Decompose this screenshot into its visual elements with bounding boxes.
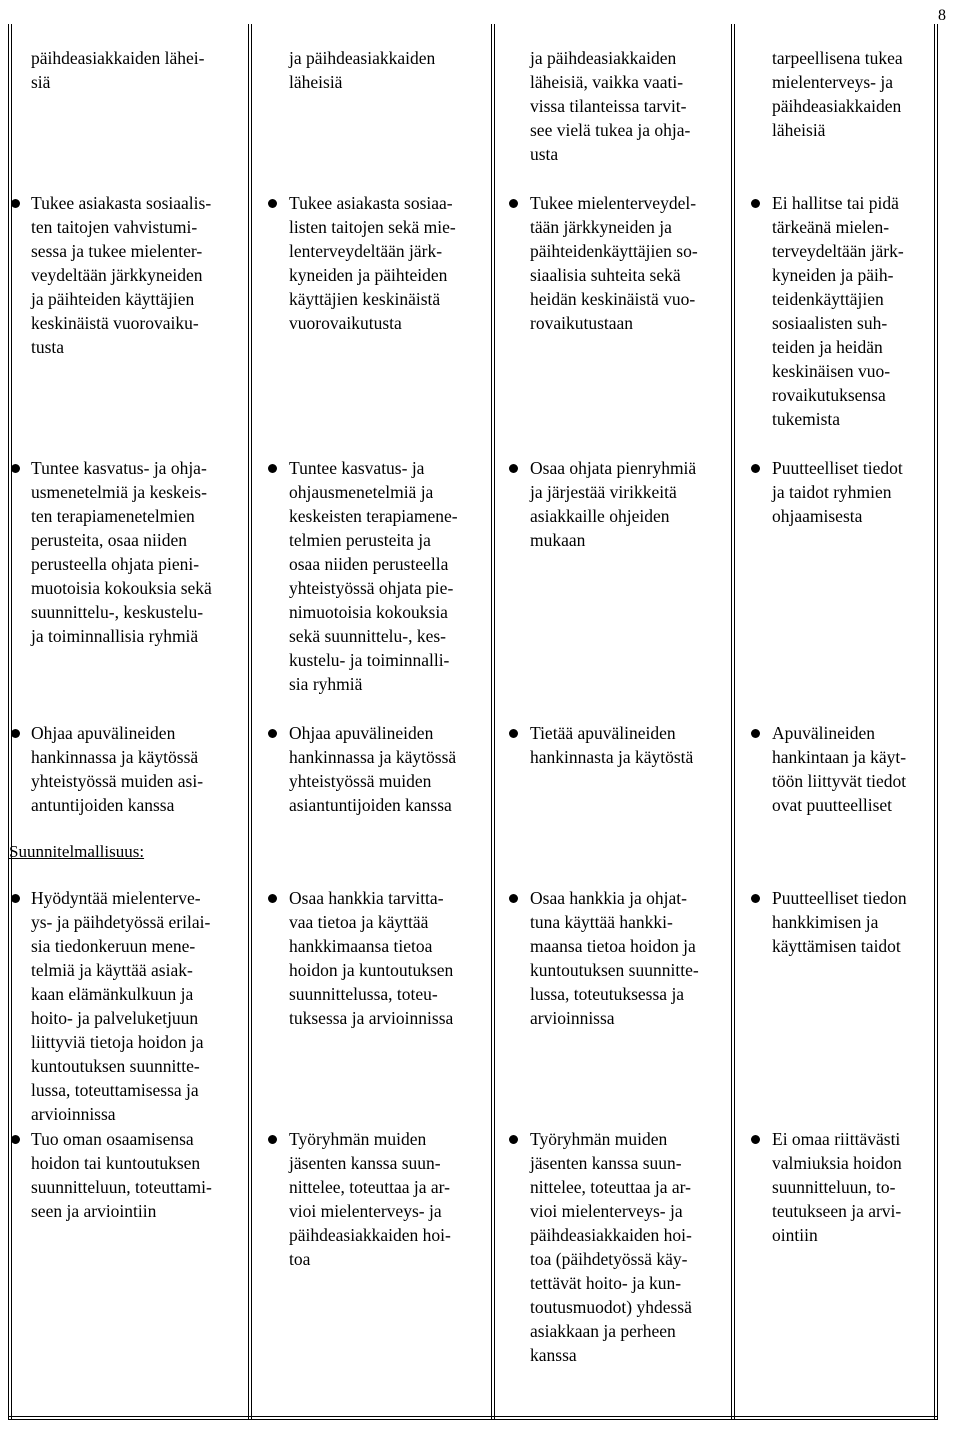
bullet-icon: [509, 729, 518, 738]
table-rule: [248, 24, 249, 1420]
table-rule: [734, 24, 735, 1420]
bullet-icon: [751, 199, 760, 208]
table-rule: [11, 24, 12, 1420]
table-cell: Tuo oman osaamisensa hoidon tai kuntoutuksen suunnitteluun, toteuttami- seen ja arviointiin: [31, 1129, 212, 1221]
table-cell: Ohjaa apuvälineiden hankinnassa ja käytössä yhteistyössä muiden asiantuntijoiden kanssa: [289, 723, 457, 815]
bullet-icon: [751, 1135, 760, 1144]
bullet-icon: [751, 464, 760, 473]
header-cell: tarpeellisena tukea mielenterveys- ja päihdeasiakkaiden läheisiä: [772, 48, 903, 140]
table-cell: Hyödyntää mielenterve- ys- ja päihdetyössä erilai- sia tiedonkeruun mene- telmiä ja käyttää asiak- kaan elämänkulkuun ja hoito- ja palveluketjuun liittyviä tietoja hoidon ja kuntoutuksen suunnitte- lussa, toteuttamisessa ja arvioinnissa: [31, 888, 211, 1124]
bullet-icon: [11, 729, 20, 738]
header-cell: ja päihdeasiakkaiden läheisiä: [289, 48, 436, 92]
bullet-icon: [751, 894, 760, 903]
table-cell: Työryhmän muiden jäsenten kanssa suun- nittelee, toteuttaa ja ar- vioi mielenterveys- ja päihdeasiakkaiden hoi- toa: [289, 1129, 451, 1269]
table-cell: Tukee mielenterveydel- tään järkkyneiden ja päihteidenkäyttäjien so- siaalisia suhteita sekä heidän keskinäistä vuo- rovaikutustaan: [530, 193, 698, 333]
table-rule: [8, 1416, 938, 1417]
bullet-icon: [509, 199, 518, 208]
header-cell: päihdeasiakkaiden lähei- siä: [31, 48, 205, 92]
table-cell: Osaa ohjata pienryhmiä ja järjestää virikkeitä asiakkaille ohjeiden mukaan: [530, 458, 697, 550]
table-cell: Ei hallitse tai pidä tärkeänä mielen- terveydeltään järk- kyneiden ja päih- teidenkäyttäjien sosiaalisten suh- teiden ja heidän keskinäisen vuo- rovaikutuksensa tukemista: [772, 193, 904, 429]
table-cell: Tukee asiakasta sosiaalis- ten taitojen vahvistumi- sessa ja tukee mielenter- veydeltään järkkyneiden ja päihteiden käyttäjien keskinäistä vuorovaiku- tusta: [31, 193, 212, 357]
table-cell: Puutteelliset tiedon hankkimisen ja käyttämisen taidot: [772, 888, 907, 956]
table-cell: Tuntee kasvatus- ja ohja- usmenetelmiä ja keskeis- ten terapiamenetelmien perusteita, osaa niiden perusteella ohjata pieni- muotoisia kokouksia sekä suunnittelu-, keskustelu- ja toiminnallisia ryhmiä: [31, 458, 212, 646]
table-rule: [491, 24, 492, 1420]
table-cell: Osaa hankkia tarvitta- vaa tietoa ja käyttää hankkimaansa tietoa hoidon ja kuntoutuksen suunnittelussa, toteu- tuksessa ja arvioinnissa: [289, 888, 454, 1028]
bullet-icon: [268, 199, 277, 208]
bullet-icon: [268, 1135, 277, 1144]
bullet-icon: [11, 1135, 20, 1144]
bullet-icon: [268, 729, 277, 738]
bullet-icon: [11, 894, 20, 903]
table-rule: [934, 24, 935, 1420]
table-rule: [731, 24, 732, 1420]
table-cell: Ohjaa apuvälineiden hankinnassa ja käytössä yhteistyössä muiden asi- antuntijoiden kanssa: [31, 723, 204, 815]
table-rule: [8, 24, 9, 1420]
table-rule: [251, 24, 252, 1420]
bullet-icon: [509, 1135, 518, 1144]
table-cell: Ei omaa riittävästi valmiuksia hoidon suunnitteluun, to- teutukseen ja arvi- ointiin: [772, 1129, 902, 1245]
table-cell: Tietää apuvälineiden hankinnasta ja käytöstä: [530, 723, 694, 767]
table-rule: [8, 1419, 938, 1420]
bullet-icon: [509, 464, 518, 473]
table-rule: [494, 24, 495, 1420]
table-cell: Tuntee kasvatus- ja ohjausmenetelmiä ja keskeisten terapiamene- telmien perusteita ja osaa niiden perusteella yhteistyössä ohjata pie- nimuotoisia kokouksia sekä suunnittelu-, kes- kustelu- ja toiminnalli- sia ryhmiä: [289, 458, 458, 694]
bullet-icon: [509, 894, 518, 903]
table-cell: Työryhmän muiden jäsenten kanssa suun- nittelee, toteuttaa ja ar- vioi mielenterveys- ja päihdeasiakkaiden hoi- toa (päihdetyössä käy- tettävät hoito- ja kun- toutusmuodot) yhdessä asiakkaan ja perheen kanssa: [530, 1129, 692, 1365]
table-cell: Apuvälineiden hankintaan ja käyt- töön liittyvät tiedot ovat puutteelliset: [772, 723, 907, 815]
table-cell: Puutteelliset tiedot ja taidot ryhmien ohjaamisesta: [772, 458, 903, 526]
bullet-icon: [11, 464, 20, 473]
bullet-icon: [751, 729, 760, 738]
bullet-icon: [268, 464, 277, 473]
table-rule: [937, 24, 938, 1420]
section-label: Suunnitelmallisuus:: [9, 842, 145, 861]
page-number: 8: [938, 7, 946, 24]
table-cell: Tukee asiakasta sosiaa- listen taitojen sekä mie- lenterveydeltään järk- kyneiden ja päihteiden käyttäjien keskinäistä vuorovaikutusta: [289, 193, 456, 333]
table-cell: Osaa hankkia ja ohjat- tuna käyttää hankki- maansa tietoa hoidon ja kuntoutuksen suunnitte- lussa, toteutuksessa ja arvioinnissa: [530, 888, 699, 1028]
bullet-icon: [268, 894, 277, 903]
header-cell: ja päihdeasiakkaiden läheisiä, vaikka vaati- vissa tilanteissa tarvit- see vielä tukea ja ohja- usta: [530, 48, 691, 164]
bullet-icon: [11, 199, 20, 208]
